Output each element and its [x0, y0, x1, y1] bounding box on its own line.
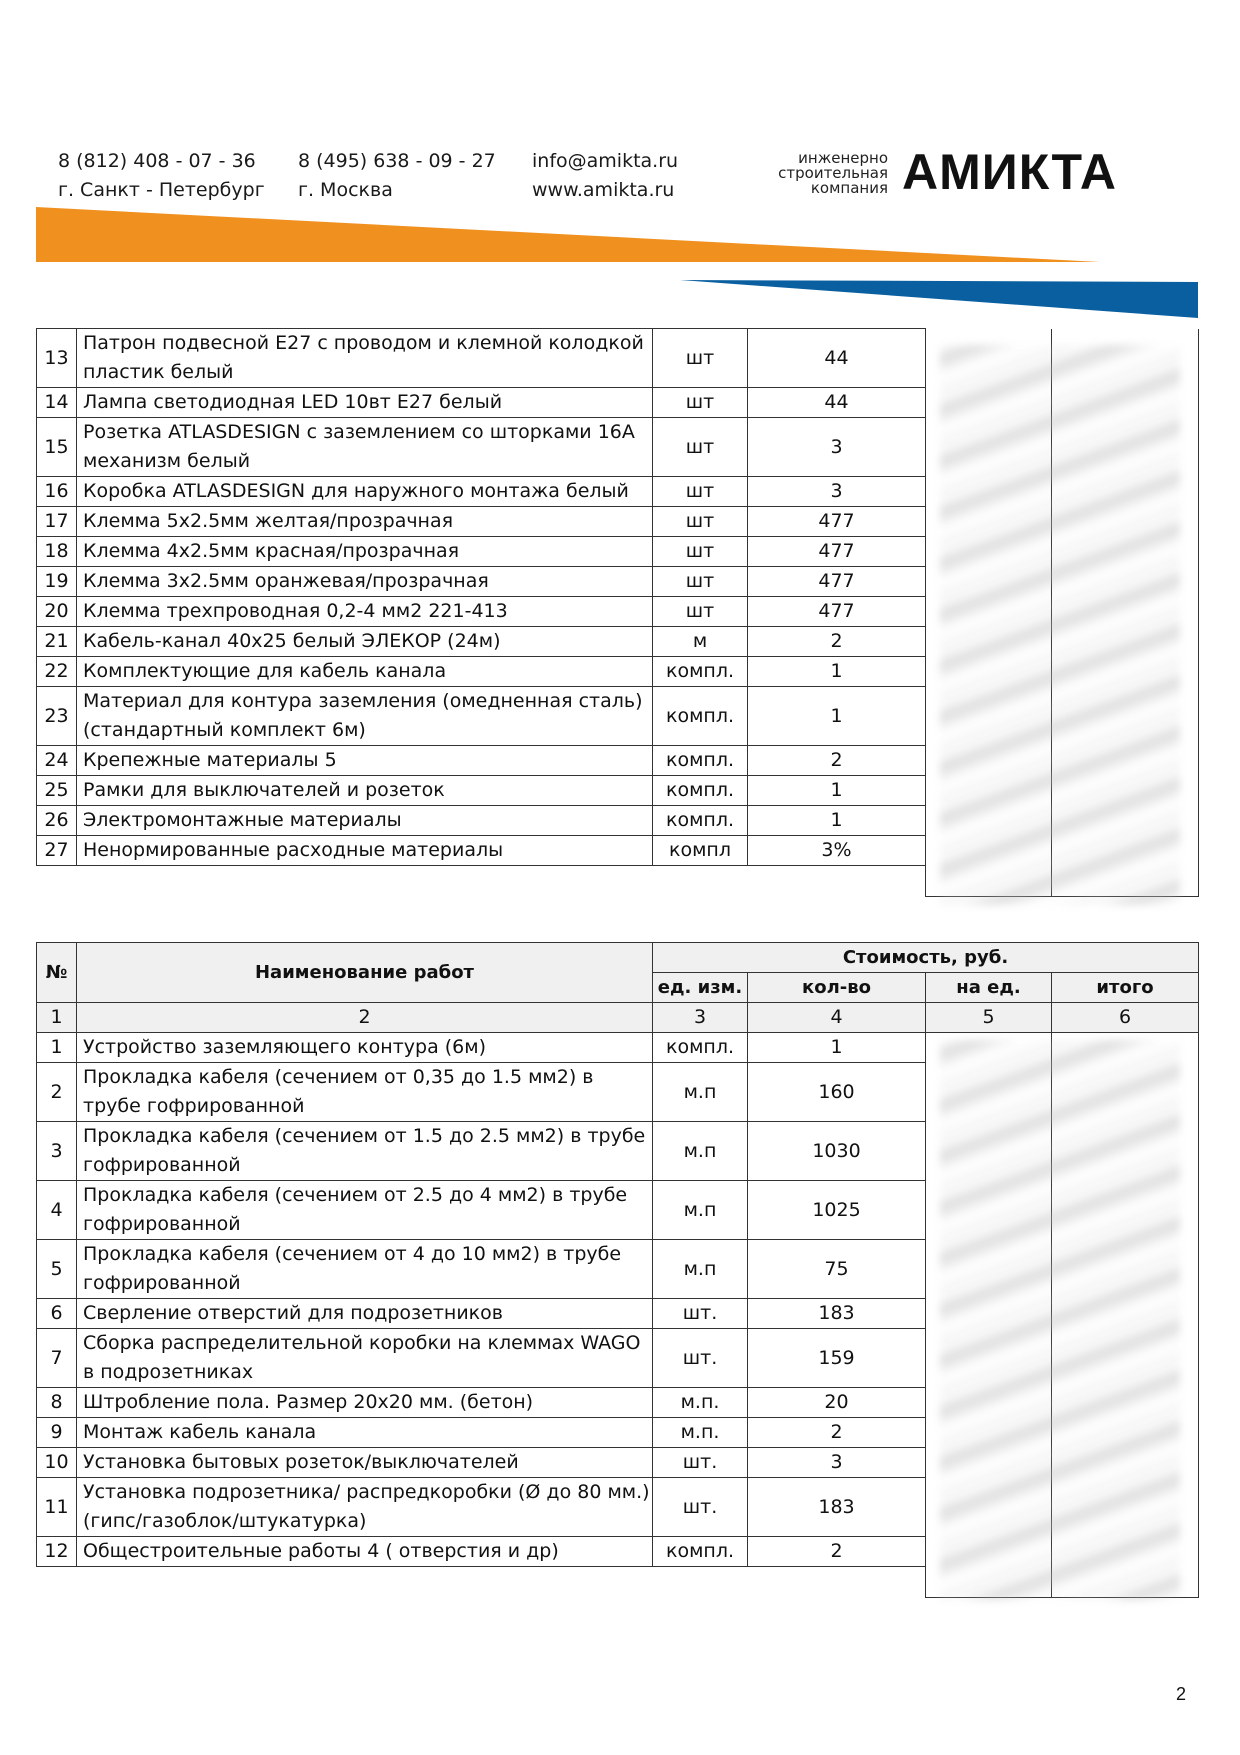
- row-number: 6: [37, 1299, 77, 1329]
- row-name: Электромонтажные материалы: [77, 806, 653, 836]
- row-name: Сверление отверстий для подрозетников: [77, 1299, 653, 1329]
- blank-cell: [748, 1567, 926, 1598]
- row-name: Рамки для выключателей и розеток: [77, 776, 653, 806]
- row-name: Сборка распределительной коробки на клеммах WAGO в подрозетниках: [77, 1329, 653, 1388]
- row-number: 12: [37, 1537, 77, 1567]
- row-number: 17: [37, 507, 77, 537]
- row-number: 21: [37, 627, 77, 657]
- row-number: 7: [37, 1329, 77, 1388]
- row-qty: 477: [748, 537, 926, 567]
- row-name: Кабель-канал 40х25 белый ЭЛЕКОР (24м): [77, 627, 653, 657]
- row-qty: 1025: [748, 1181, 926, 1240]
- row-unit: м.п.: [653, 1418, 748, 1448]
- row-number: 14: [37, 388, 77, 418]
- row-unit: компл.: [653, 806, 748, 836]
- spb-city: г. Санкт - Петербург: [58, 179, 265, 201]
- row-number: 11: [37, 1478, 77, 1537]
- row-number: 23: [37, 687, 77, 746]
- row-unit: компл.: [653, 746, 748, 776]
- row-number: 1: [37, 1033, 77, 1063]
- row-unit: м.п: [653, 1240, 748, 1299]
- row-number: 18: [37, 537, 77, 567]
- row-number: 16: [37, 477, 77, 507]
- blank-cell: [77, 1567, 653, 1598]
- row-number: 9: [37, 1418, 77, 1448]
- row-unit: м.п: [653, 1122, 748, 1181]
- row-number: 15: [37, 418, 77, 477]
- row-unit: шт: [653, 597, 748, 627]
- row-unit: компл.: [653, 657, 748, 687]
- blank-cell: [37, 866, 77, 897]
- row-unit: м.п.: [653, 1388, 748, 1418]
- row-name: Прокладка кабеля (сечением от 2.5 до 4 мм2) в трубе гофрированной: [77, 1181, 653, 1240]
- row-number: 2: [37, 1063, 77, 1122]
- row-number: 24: [37, 746, 77, 776]
- row-number: 13: [37, 329, 77, 388]
- blue-stripe: [680, 280, 1198, 318]
- row-qty: 1030: [748, 1122, 926, 1181]
- row-qty: 477: [748, 567, 926, 597]
- row-name: Клемма 4х2.5мм красная/прозрачная: [77, 537, 653, 567]
- row-name: Ненормированные расходные материалы: [77, 836, 653, 866]
- row-name: Клемма 3х2.5мм оранжевая/прозрачная: [77, 567, 653, 597]
- row-qty: 160: [748, 1063, 926, 1122]
- row-name: Клемма трехпроводная 0,2-4 мм2 221-413: [77, 597, 653, 627]
- email-link[interactable]: info@amikta.ru: [532, 150, 679, 172]
- row-unit: шт.: [653, 1299, 748, 1329]
- row-unit: компл.: [653, 776, 748, 806]
- idx-cell: 5: [926, 1003, 1052, 1033]
- blank-cell: [653, 866, 748, 897]
- col-name-header: Наименование работ: [77, 943, 653, 1003]
- row-name: Коробка ATLASDESIGN для наружного монтажа белый: [77, 477, 653, 507]
- row-qty: 2: [748, 1418, 926, 1448]
- row-qty: 1: [748, 687, 926, 746]
- row-number: 4: [37, 1181, 77, 1240]
- row-qty: 1: [748, 1033, 926, 1063]
- row-name: Лампа светодиодная LED 10вт Е27 белый: [77, 388, 653, 418]
- row-name: Прокладка кабеля (сечением от 0,35 до 1.5 мм2) в трубе гофрированной: [77, 1063, 653, 1122]
- row-unit: шт: [653, 329, 748, 388]
- row-name: Общестроительные работы 4 ( отверстия и др): [77, 1537, 653, 1567]
- col-unit-header: ед. изм.: [653, 973, 748, 1003]
- row-qty: 44: [748, 329, 926, 388]
- row-name: Установка бытовых розеток/выключателей: [77, 1448, 653, 1478]
- idx-cell: 2: [77, 1003, 653, 1033]
- row-unit: шт: [653, 388, 748, 418]
- row-qty: 3: [748, 477, 926, 507]
- col-price-header: на ед.: [926, 973, 1052, 1003]
- idx-cell: 1: [37, 1003, 77, 1033]
- col-total-header: итого: [1052, 973, 1199, 1003]
- row-number: 10: [37, 1448, 77, 1478]
- row-name: Монтаж кабель канала: [77, 1418, 653, 1448]
- row-name: Крепежные материалы 5: [77, 746, 653, 776]
- row-unit: м.п: [653, 1063, 748, 1122]
- row-name: Штробление пола. Размер 20х20 мм. (бетон): [77, 1388, 653, 1418]
- page-number: 2: [1176, 1684, 1187, 1704]
- row-name: Розетка ATLASDESIGN с заземлением со шторками 16А механизм белый: [77, 418, 653, 477]
- row-number: 27: [37, 836, 77, 866]
- row-qty: 1: [748, 657, 926, 687]
- row-name: Прокладка кабеля (сечением от 1.5 до 2.5 мм2) в трубе гофрированной: [77, 1122, 653, 1181]
- cost-group-header: Стоимость, руб.: [653, 943, 1199, 973]
- row-unit: шт.: [653, 1478, 748, 1537]
- col-qty-header: кол-во: [748, 973, 926, 1003]
- orange-stripe: [36, 207, 1100, 262]
- row-qty: 20: [748, 1388, 926, 1418]
- row-unit: шт: [653, 537, 748, 567]
- col-num-header: №: [37, 943, 77, 1003]
- row-unit: шт: [653, 507, 748, 537]
- row-name: Клемма 5х2.5мм желтая/прозрачная: [77, 507, 653, 537]
- row-qty: 1: [748, 776, 926, 806]
- row-qty: 2: [748, 627, 926, 657]
- redacted-prices-works: [940, 1040, 1180, 1600]
- row-qty: 75: [748, 1240, 926, 1299]
- header-accent-bars: [0, 0, 1240, 330]
- row-name: Материал для контура заземления (омедненная сталь) (стандартный комплект 6м): [77, 687, 653, 746]
- row-unit: компл.: [653, 1033, 748, 1063]
- idx-cell: 3: [653, 1003, 748, 1033]
- logo-name: АМИКТА: [902, 144, 1117, 200]
- row-unit: компл.: [653, 687, 748, 746]
- row-name: Прокладка кабеля (сечением от 4 до 10 мм2) в трубе гофрированной: [77, 1240, 653, 1299]
- row-unit: компл.: [653, 1537, 748, 1567]
- row-qty: 159: [748, 1329, 926, 1388]
- row-qty: 2: [748, 1537, 926, 1567]
- row-number: 5: [37, 1240, 77, 1299]
- row-unit: шт: [653, 567, 748, 597]
- row-name: Устройство заземляющего контура (6м): [77, 1033, 653, 1063]
- row-number: 25: [37, 776, 77, 806]
- row-qty: 477: [748, 507, 926, 537]
- blank-cell: [748, 866, 926, 897]
- row-unit: компл: [653, 836, 748, 866]
- redacted-prices-materials: [940, 345, 1180, 905]
- row-qty: 2: [748, 746, 926, 776]
- msk-phone: 8 (495) 638 - 09 - 27: [298, 150, 496, 172]
- row-name: Комплектующие для кабель канала: [77, 657, 653, 687]
- row-unit: м.п: [653, 1181, 748, 1240]
- spb-phone: 8 (812) 408 - 07 - 36: [58, 150, 256, 172]
- row-unit: м: [653, 627, 748, 657]
- row-qty: 3%: [748, 836, 926, 866]
- row-number: 22: [37, 657, 77, 687]
- row-qty: 1: [748, 806, 926, 836]
- row-number: 26: [37, 806, 77, 836]
- row-number: 3: [37, 1122, 77, 1181]
- idx-cell: 4: [748, 1003, 926, 1033]
- row-number: 20: [37, 597, 77, 627]
- row-qty: 44: [748, 388, 926, 418]
- row-unit: шт.: [653, 1448, 748, 1478]
- row-unit: шт: [653, 477, 748, 507]
- idx-cell: 6: [1052, 1003, 1199, 1033]
- blank-cell: [77, 866, 653, 897]
- website-link[interactable]: www.amikta.ru: [532, 179, 675, 201]
- row-number: 19: [37, 567, 77, 597]
- blank-cell: [37, 1567, 77, 1598]
- row-name: Установка подрозетника/ распредкоробки (Ø до 80 мм.) (гипс/газоблок/штукатурка): [77, 1478, 653, 1537]
- row-unit: шт: [653, 418, 748, 477]
- row-qty: 3: [748, 1448, 926, 1478]
- row-qty: 477: [748, 597, 926, 627]
- msk-city: г. Москва: [298, 179, 393, 201]
- row-name: Патрон подвесной Е27 с проводом и клемной колодкой пластик белый: [77, 329, 653, 388]
- row-qty: 183: [748, 1478, 926, 1537]
- row-qty: 183: [748, 1299, 926, 1329]
- row-number: 8: [37, 1388, 77, 1418]
- row-unit: шт.: [653, 1329, 748, 1388]
- blank-cell: [653, 1567, 748, 1598]
- logo-tagline: инженерно строительная компания: [778, 149, 888, 197]
- row-qty: 3: [748, 418, 926, 477]
